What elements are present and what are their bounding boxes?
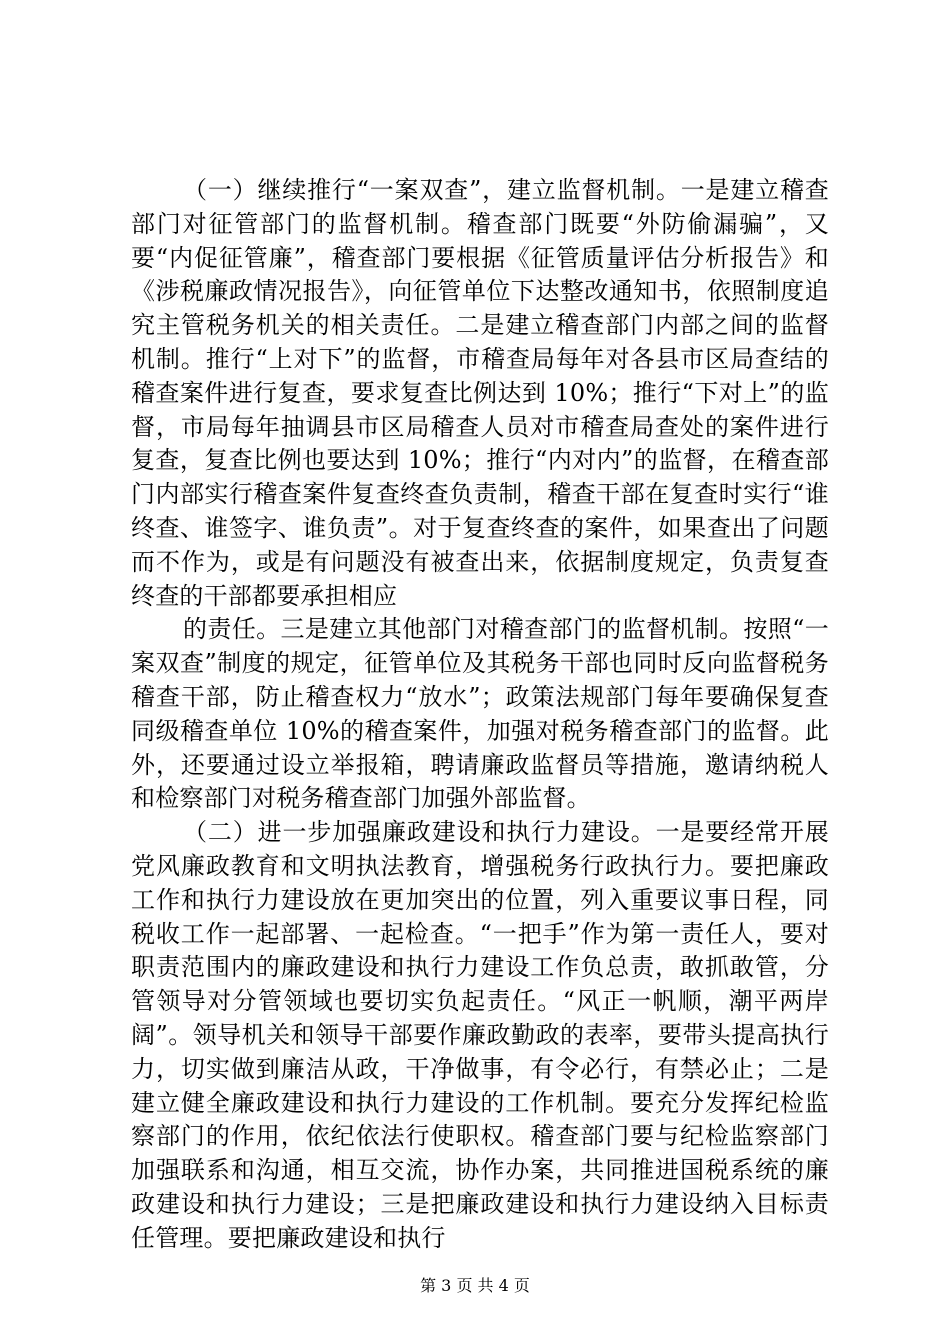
paragraph-2: 的责任。三是建立其他部门对稽查部门的监督机制。按照“一案双查”制度的规定，征管单位及其税务干部也同时反向监督税务稽查干部，防止稽查权力“放水”；政策法规部门每年要确保复查同级稽查单位 10%的稽查案件，加强对税务稽查部门的监督。此外，还要通过设立举报箱，聘请廉政监督员等措施，邀请纳税人和检察部门对税务稽查部门加强外部监督。 [131, 615, 829, 813]
paragraph-1: （一）继续推行“一案双查”，建立监督机制。一是建立稽查部门对征管部门的监督机制。稽查部门既要“外防偷漏骗”，又要“内促征管廉”，稽查部门要根据《征管质量评估分析报告》和《涉税廉政情况报告》，向征管单位下达整改通知书，依照制度追究主管税务机关的相关责任。二是建立稽查部门内部之间的监督机制。推行“上对下”的监督，市稽查局每年对各县市区局查结的稽查案件进行复查，要求复查比例达到 10%；推行“下对上”的监督，市局每年抽调县市区局稽查人员对市稽查局查处的案件进行复查，复查比例也要达到 10%；推行“内对内”的监督，在稽查部门内部实行稽查案件复查终查负责制，稽查干部在复查时实行“谁终查、谁签字、谁负责”。对于复查终查的案件，如果查出了问题而不作为，或是有问题没有被查出来，依据制度规定，负责复查终查的干部都要承担相应 [131, 176, 829, 610]
paragraph-3: （二）进一步加强廉政建设和执行力建设。一是要经常开展党风廉政教育和文明执法教育，增强税务行政执行力。要把廉政工作和执行力建设放在更加突出的位置，列入重要议事日程，同税收工作一起部署、一起检查。“一把手”作为第一责任人，要对职责范围内的廉政建设和执行力建设工作负总责，敢抓敢管，分管领导对分管领域也要切实负起责任。“风正一帆顺，潮平两岸阔”。领导机关和领导干部要作廉政勤政的表率，要带头提高执行力，切实做到廉洁从政，干净做事，有令必行，有禁必止；二是建立健全廉政建设和执行力建设的工作机制。要充分发挥纪检监察部门的作用，依纪依法行使职权。稽查部门要与纪检监察部门加强联系和沟通，相互交流，协作办案，共同推进国税系统的廉政建设和执行力建设；三是把廉政建设和执行力建设纳入目标责任管理。要把廉政建设和执行 [131, 818, 829, 1252]
document-body [131, 174, 829, 1256]
page-number-footer: 第 3 页 共 4 页 [420, 1276, 530, 1295]
